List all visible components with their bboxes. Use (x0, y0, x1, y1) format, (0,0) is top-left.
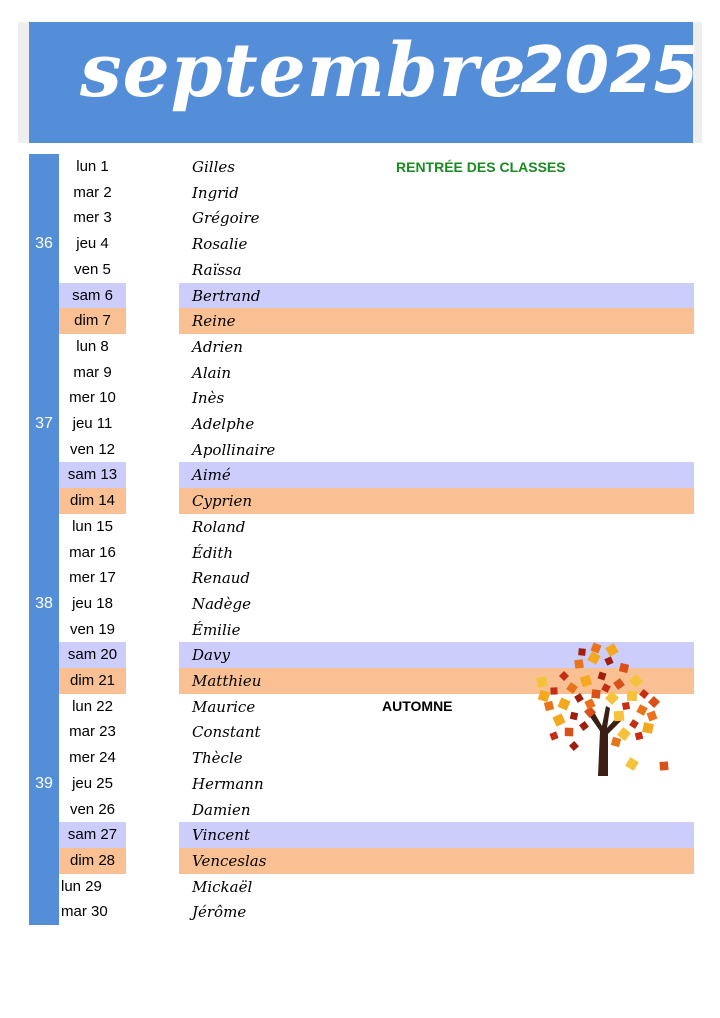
saint-name: Adelphe (192, 415, 255, 433)
day-row (59, 154, 694, 180)
weekend-name-highlight (179, 488, 694, 514)
leaf-shape (628, 718, 640, 730)
leaf-shape (547, 729, 560, 742)
saint-name: Venceslas (192, 851, 267, 870)
leaf-shape (595, 669, 608, 682)
leaf-shape (578, 720, 589, 731)
day-label: mer 17 (69, 569, 116, 587)
day-label: lun 15 (72, 517, 113, 535)
day-label: mar 23 (69, 723, 116, 741)
day-label: mer 10 (69, 389, 116, 407)
saint-name: Matthieu (192, 672, 262, 690)
leaf-shape (605, 691, 619, 705)
leaf-shape (559, 671, 569, 681)
week-number: 36 (35, 235, 53, 252)
leaf-shape (571, 656, 588, 673)
saint-name: Bertrand (192, 286, 261, 305)
day-row (59, 360, 694, 386)
saint-name: Ingrid (192, 183, 239, 202)
day-label: sam 27 (67, 826, 118, 844)
saint-name: Maurice (192, 697, 256, 716)
leaf-shape (575, 645, 589, 659)
day-label: ven 12 (69, 440, 116, 458)
day-label: dim 14 (69, 492, 116, 510)
leaf-shape (639, 689, 650, 700)
leaf-shape (656, 758, 673, 775)
day-row (59, 488, 694, 514)
day-label: lun 29 (61, 877, 102, 895)
day-row (59, 334, 694, 360)
saint-name: Thècle (192, 749, 243, 768)
autumn-tree-icon (524, 636, 674, 781)
leaf-shape (600, 682, 613, 695)
weekend-name-highlight (179, 308, 694, 334)
day-label: dim 21 (69, 672, 116, 689)
day-label: ven 5 (74, 260, 111, 278)
leaf-shape (577, 672, 596, 691)
saint-name: Grégoire (192, 209, 260, 228)
day-label: mar 2 (73, 183, 112, 201)
day-label: ven 26 (69, 800, 116, 818)
day-label: jeu 4 (76, 235, 109, 253)
week-number: 38 (35, 595, 53, 612)
day-row (59, 437, 694, 463)
saint-name: Reine (192, 312, 236, 331)
day-row (59, 565, 694, 591)
week-number: 37 (35, 415, 53, 432)
leaf-shape (619, 699, 633, 713)
day-row (59, 874, 694, 900)
weekend-name-highlight (179, 462, 694, 488)
day-row (59, 462, 694, 488)
saint-name: Raïssa (192, 260, 242, 279)
automne-note: AUTOMNE (382, 698, 453, 714)
day-label: lun 1 (76, 158, 109, 175)
day-row (59, 591, 694, 617)
saint-name: Constant (192, 723, 261, 742)
saint-name: Davy (192, 646, 230, 665)
saint-name: Jérôme (192, 903, 247, 922)
day-row (59, 257, 694, 283)
leaf-shape (585, 649, 602, 666)
day-row (59, 797, 694, 823)
leaf-shape (573, 692, 585, 704)
leaf-shape (565, 681, 579, 695)
day-label: mer 3 (73, 209, 112, 227)
week-number: 39 (35, 775, 53, 792)
leaf-shape (616, 660, 633, 677)
leaf-shape (561, 724, 578, 741)
saint-name: Roland (192, 517, 246, 536)
saint-name: Alain (192, 363, 232, 382)
day-row (59, 514, 694, 540)
month-title: septembre (80, 28, 527, 114)
leaf-shape (604, 642, 621, 659)
day-row (59, 231, 694, 257)
saint-name: Aimé (192, 466, 231, 485)
leaf-shape (532, 672, 551, 691)
saint-name: Cyprien (192, 492, 253, 511)
saint-name: Renaud (192, 569, 251, 588)
day-row (59, 822, 694, 848)
saint-name: Hermann (192, 774, 264, 793)
saint-name: Inès (192, 389, 225, 408)
day-label: mar 9 (73, 363, 112, 381)
saint-name: Adrien (192, 337, 243, 356)
saint-name: Damien (192, 800, 251, 819)
saint-name: Vincent (192, 826, 250, 845)
day-label: jeu 25 (72, 774, 113, 792)
day-label: jeu 18 (72, 594, 113, 612)
day-row (59, 308, 694, 334)
day-row (59, 385, 694, 411)
saint-name: Émilie (192, 620, 241, 639)
day-label: sam 20 (67, 646, 118, 664)
day-row (59, 848, 694, 874)
day-row (59, 205, 694, 231)
day-label: sam 6 (72, 286, 113, 304)
day-label: lun 8 (76, 337, 109, 355)
day-label: dim 7 (74, 312, 111, 330)
day-label: dim 28 (69, 851, 116, 869)
rentree-note: RENTRÉE DES CLASSES (396, 159, 566, 175)
leaf-shape (569, 741, 580, 752)
day-label: mar 30 (61, 903, 108, 921)
leaf-shape (603, 655, 616, 668)
day-label: ven 19 (69, 620, 116, 638)
week-number-bar (29, 154, 59, 925)
saint-name: Apollinaire (192, 440, 276, 459)
day-label: lun 22 (72, 697, 113, 715)
leaf-shape (624, 756, 641, 773)
saint-name: Mickaël (192, 877, 253, 896)
leaf-shape (555, 695, 573, 713)
day-row (59, 283, 694, 309)
year-title: 2025 (520, 34, 699, 108)
leaf-shape (628, 673, 643, 688)
day-label: mer 24 (69, 749, 116, 767)
day-label: mar 16 (69, 543, 116, 561)
saint-name: Rosalie (192, 235, 248, 254)
leaf-shape (648, 696, 660, 708)
saint-name: Nadège (192, 594, 252, 613)
leaf-shape (612, 677, 626, 691)
day-label: jeu 11 (72, 415, 113, 432)
day-row (59, 180, 694, 206)
day-label: sam 13 (67, 466, 118, 484)
weekend-name-highlight (179, 822, 694, 848)
leaf-shape (567, 709, 581, 723)
saint-name: Gilles (192, 158, 235, 176)
leaf-shape (550, 711, 568, 729)
day-row (59, 411, 694, 437)
day-row (59, 540, 694, 566)
saint-name: Édith (192, 543, 234, 562)
day-row (59, 899, 694, 925)
